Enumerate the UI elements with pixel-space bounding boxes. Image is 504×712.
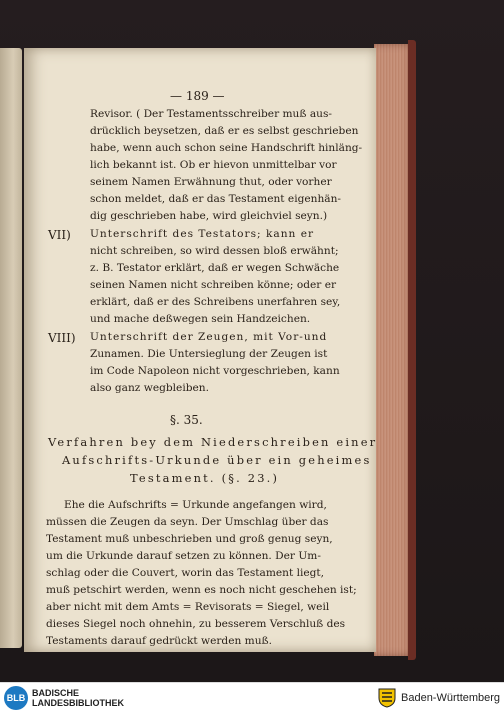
text-line: um die Urkunde darauf setzen zu können. Der Um- [46, 550, 321, 562]
library-name-line-2: LANDESBIBLIOTHEK [32, 698, 124, 708]
viewer-footer [0, 682, 504, 712]
previous-page-edge [0, 48, 22, 648]
text-line: Ehe die Aufschrifts = Urkunde angefangen wird, [64, 499, 327, 511]
state-name[interactable]: Baden-Württemberg [401, 692, 501, 704]
text-line: drücklich beysetzen, daß er es selbst geschrieben [90, 125, 359, 137]
text-line: habe, wenn auch schon seine Handschrift hinläng- [90, 142, 363, 154]
blb-logo-icon[interactable]: BLB [4, 686, 28, 710]
text-line: Zunamen. Die Untersieglung der Zeugen ist [90, 348, 328, 360]
text-line: und mache deßwegen sein Handzeichen. [90, 313, 311, 325]
text-line: dieses Siegel noch ohnehin, zu besserem Verschluß des [46, 618, 346, 630]
book-cover-edge [408, 40, 416, 660]
baden-wuerttemberg-crest-icon[interactable] [378, 688, 396, 708]
text-line: erklärt, daß er des Schreibens unerfahren sey, [90, 296, 341, 308]
text-line: seinem Namen Erwähnung thut, oder vorher [90, 176, 332, 188]
text-line: seinen Namen nicht schreiben könne; oder er [90, 279, 337, 291]
book-page [24, 48, 376, 652]
library-name[interactable] [32, 688, 124, 708]
text-line: also ganz wegbleiben. [90, 382, 209, 394]
text-line: Testament muß unbeschrieben und groß genug seyn, [46, 533, 333, 545]
text-line: aber nicht mit dem Amts = Revisorats = Siegel, weil [46, 601, 330, 613]
text-line: Unterschrift der Zeugen, mit Vor-und [90, 331, 328, 343]
text-line: muß petschirt werden, wenn es noch nicht geschehen ist; [46, 584, 357, 596]
library-name-line-1: BADISCHE [32, 688, 80, 698]
item-numeral-8: VIII) [48, 331, 76, 345]
section-heading-line: Aufschrifts-Urkunde über ein geheimes [62, 453, 372, 467]
text-line: schon meldet, daß er das Testament eigenhän- [90, 193, 342, 205]
text-line: im Code Napoleon nicht vorgeschrieben, kann [90, 365, 340, 377]
text-line: Testaments darauf gedrückt werden muß. [46, 635, 272, 647]
text-line: lich bekannt ist. Ob er hievon unmittelbar vor [90, 159, 337, 171]
section-heading-line: Verfahren bey dem Niederschreiben einer [48, 435, 378, 449]
text-line: nicht schreiben, so wird dessen bloß erwähnt; [90, 245, 339, 257]
text-line: Revisor. ( Der Testamentsschreiber muß aus- [90, 108, 332, 120]
page-number: — 189 — [170, 89, 225, 103]
item-numeral-7: VII) [48, 228, 71, 242]
text-line: z. B. Testator erklärt, daß er wegen Schwäche [90, 262, 340, 274]
section-heading-line: Testament. (§. 23.) [130, 471, 280, 485]
section-number: §. 35. [170, 413, 203, 427]
text-line: schlag oder die Couvert, worin das Testament liegt, [46, 567, 325, 579]
text-line: dig geschrieben habe, wird gleichviel seyn.) [90, 210, 328, 222]
text-line: müssen die Zeugen da seyn. Der Umschlag über das [46, 516, 329, 528]
text-line: Unterschrift des Testators; kann er [90, 228, 315, 240]
